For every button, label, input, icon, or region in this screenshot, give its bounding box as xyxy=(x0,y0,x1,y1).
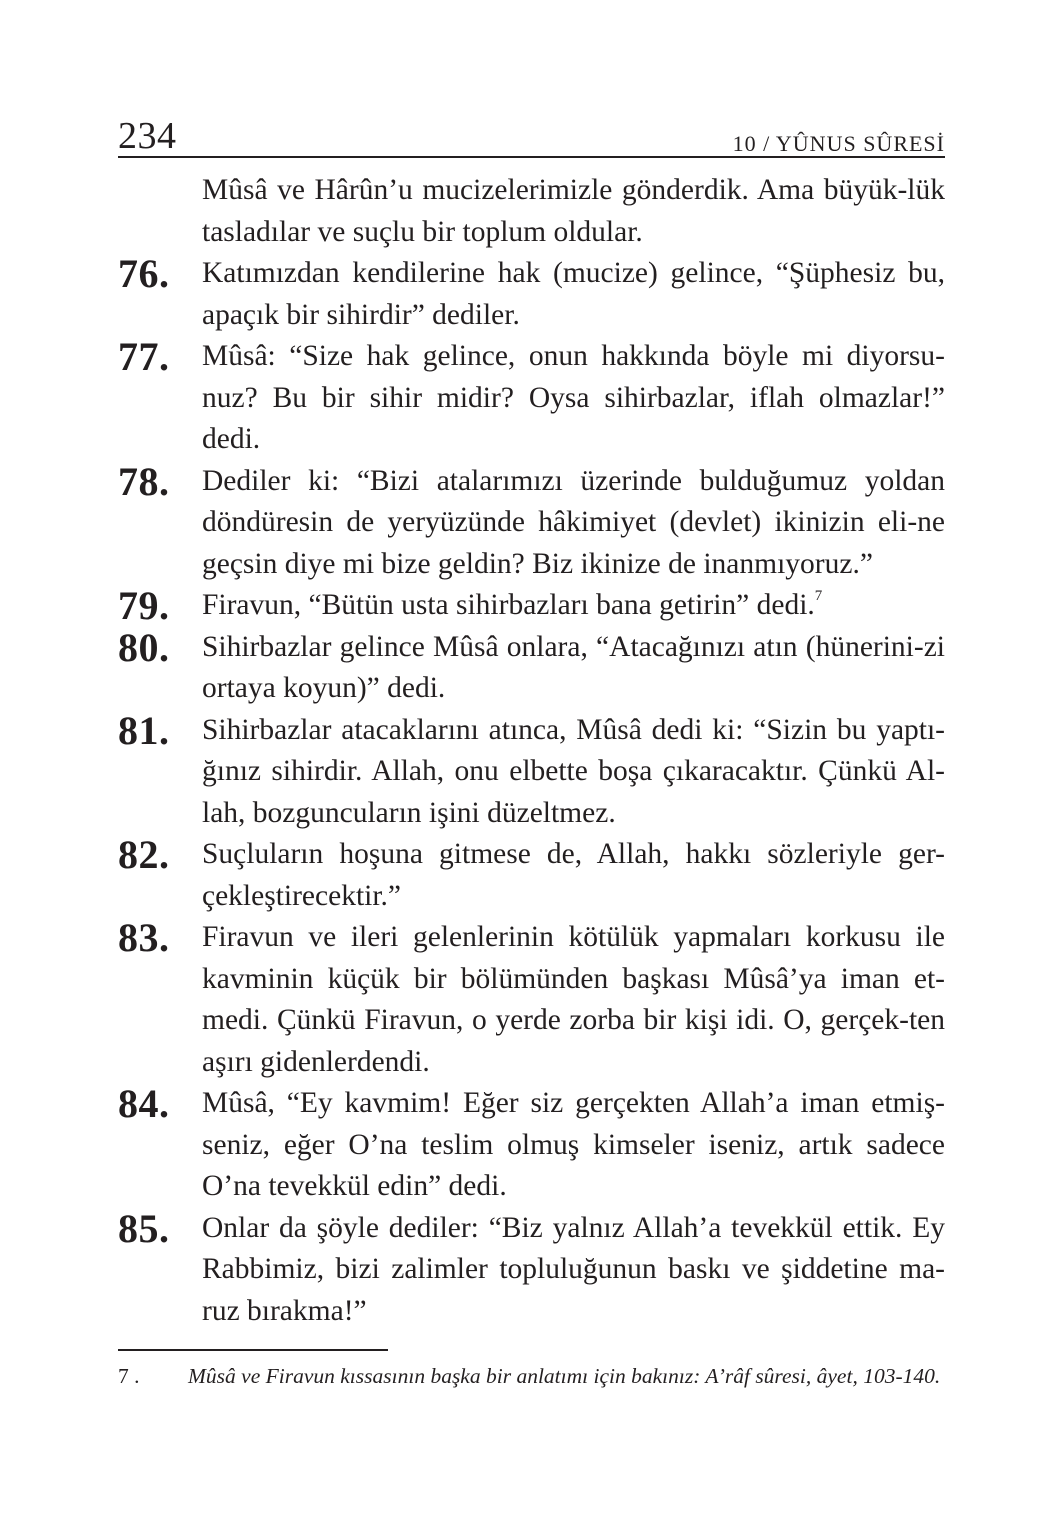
verse-number: 82. xyxy=(118,832,170,877)
running-head: 10 / YÛNUS SÛRESİ xyxy=(732,131,945,156)
footnote xyxy=(118,1361,945,1392)
verse-number: 81. xyxy=(118,707,170,753)
verse-78 xyxy=(118,458,945,586)
verse-text: Firavun ve ileri gelenlerinin kötülük yapmaları korkusu ile kavminin küçük bir bölümünden başkası Mûsâ’ya iman et-medi. Çünkü Firavun, o yerde zorba bir kişi idi. O, gerçek-ten aşırı gidenlerdendi. xyxy=(202,921,945,1078)
verse-text: Onlar da şöyle dediler: “Biz yalnız Allah’a tevekkül ettik. Ey Rabbimiz, bizi zalimler topluluğunun baskı ve şiddetine ma-ruz bırakma!” xyxy=(202,1211,945,1327)
verse-continuation xyxy=(118,170,945,253)
verse-text: Sihirbazlar atacaklarını atınca, Mûsâ dedi ki: “Sizin bu yaptı-ğınız sihirdir. Allah, onu elbette boşa çıkaracaktır. Çünkü Al-lah, bozguncuların işini düzeltmez. xyxy=(202,713,945,829)
footnote-reference[interactable]: 7 xyxy=(814,588,823,604)
verse-number: 77. xyxy=(118,334,170,379)
verse-text: Mûsâ: “Size hak gelince, onun hakkında böyle mi diyorsu-nuz? Bu bir sihir midir? Oysa sihirbazlar, iflah olmazlar!” dedi. xyxy=(202,340,945,455)
verse-79 xyxy=(118,585,945,627)
verse-number: 80. xyxy=(118,624,170,670)
page-body xyxy=(118,170,945,1332)
page-number: 234 xyxy=(118,115,177,157)
verse-text: Suçluların hoşuna gitmese de, Allah, hakkı sözleriyle ger-çekleştirecektir.” xyxy=(202,838,945,912)
footnote-rule xyxy=(118,1349,388,1351)
verse-number: 78. xyxy=(118,458,170,504)
verse-text: Mûsâ, “Ey kavmim! Eğer siz gerçekten Allah’a iman etmiş-seniz, eğer O’na teslim olmuş kimseler iseniz, artık sadece O’na tevekkül edin” dedi. xyxy=(202,1087,945,1202)
verse-80 xyxy=(118,624,945,710)
verse-number: 85. xyxy=(118,1205,170,1251)
verse-number: 83. xyxy=(118,915,170,960)
verse-81 xyxy=(118,707,945,835)
verse-number: 84. xyxy=(118,1081,170,1126)
footnote-number: 7 . xyxy=(118,1364,140,1388)
verse-text: Katımızdan kendilerine hak (mucize) gelince, “Şüphesiz bu, apaçık bir sihirdir” dediler. xyxy=(202,257,945,331)
verse-text: Firavun, “Bütün usta sihirbazları bana getirin” dedi. xyxy=(202,589,815,621)
header-rule xyxy=(118,156,945,158)
verse-76 xyxy=(118,253,945,336)
verse-number: 76. xyxy=(118,251,170,296)
verse-82 xyxy=(118,834,945,917)
verse-number: 79. xyxy=(118,583,170,628)
verse-83 xyxy=(118,917,945,1083)
verse-84 xyxy=(118,1083,945,1208)
verse-text: Sihirbazlar gelince Mûsâ onlara, “Atacağınızı atın (hünerini-zi ortaya koyun)” dedi. xyxy=(202,630,945,704)
footnote-text: Mûsâ ve Firavun kıssasının başka bir anlatımı için bakınız: A’râf sûresi, âyet, 103-140. xyxy=(188,1364,941,1388)
verse-85 xyxy=(118,1205,945,1333)
verse-text: Dediler ki: “Bizi atalarımızı üzerinde bulduğumuz yoldan döndüresin de yeryüzünde hâkimiyet (devlet) ikinizin eli-ne geçsin diye mi bize geldin? Biz ikinize de inanmıyoruz.” xyxy=(202,464,945,580)
verse-text: Mûsâ ve Hârûn’u mucizelerimizle gönderdik. Ama büyük-lük tasladılar ve suçlu bir toplum oldular. xyxy=(202,174,945,248)
verse-77 xyxy=(118,336,945,461)
